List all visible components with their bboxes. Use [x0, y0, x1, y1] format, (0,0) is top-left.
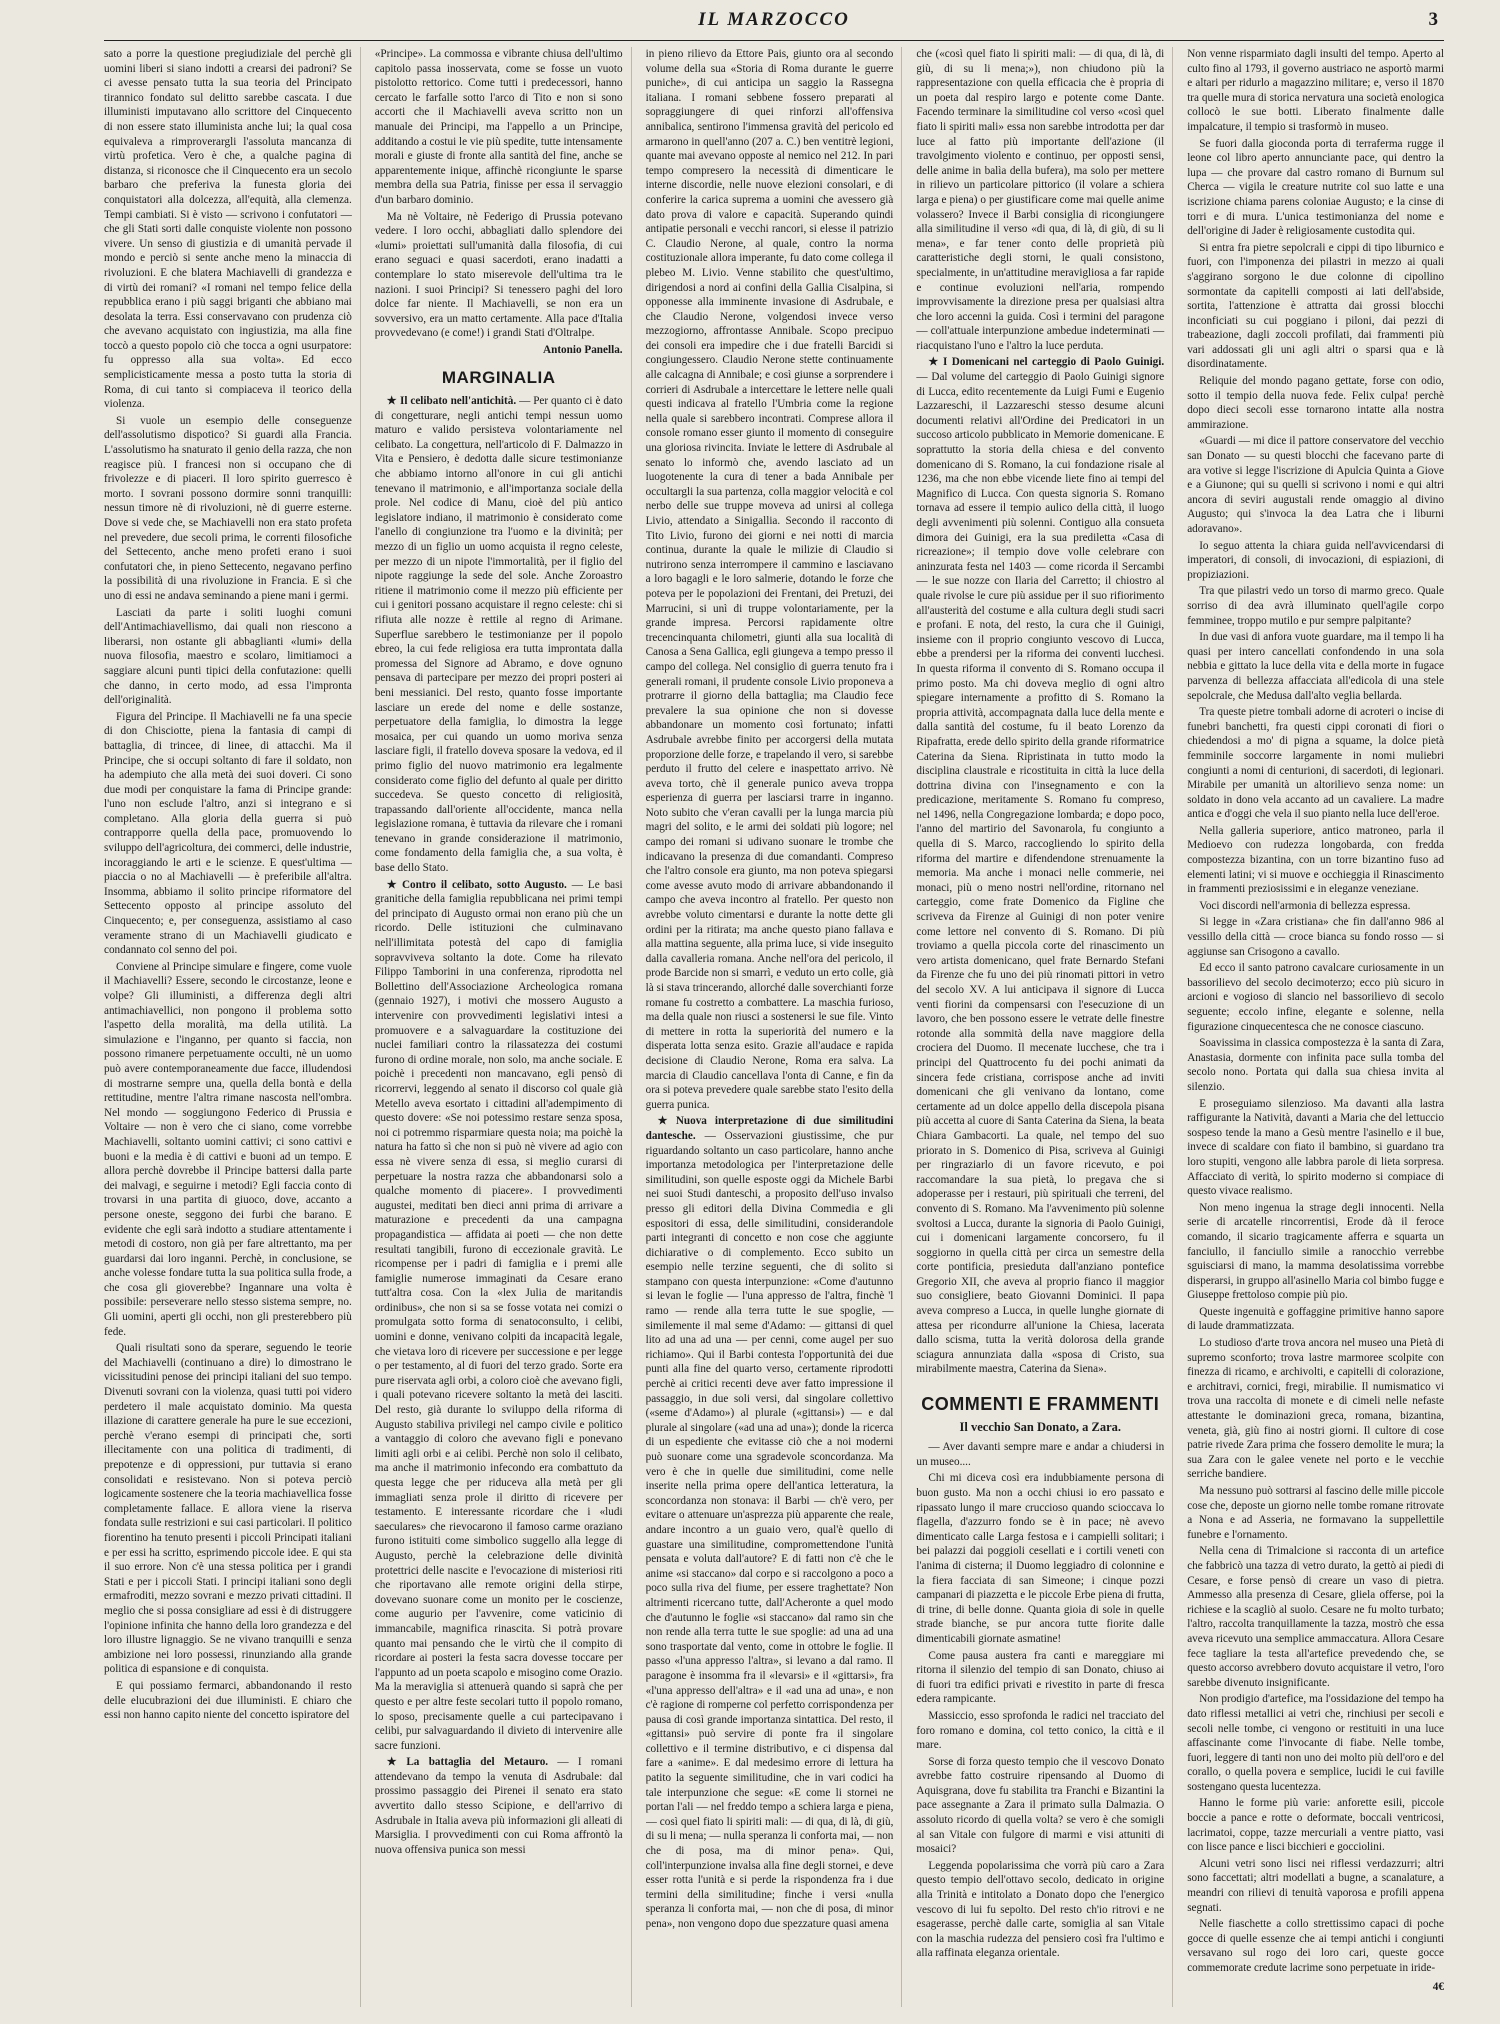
- masthead: [104, 0, 1444, 41]
- star-icon: ★: [386, 395, 397, 408]
- page-number: 3: [1428, 9, 1438, 30]
- paragraph: Tra queste pietre tombali adorne di acroteri o incise di funebri banchetti, fra questi cippi coronati di fiori o chiedendosi a mo' di pigna a squame, la dolce pietà femminile soccorre largamente in nomi muliebri congiunti a nomi di centurioni, di sacerdoti, di legionari. Mirabile per umanità un altorilievo senza nome: un soldato in dono vela accanto ad un cavaliere. La madre antica e d'oggi che vela il suo pianto nella luce dell'eroe.: [1187, 706, 1444, 821]
- paragraph: Tra que pilastri vedo un torso di marmo greco. Quale sorriso di dea avrà illuminato quell'agile corpo femminee, troppo mutilo e pur sempre palpitante?: [1187, 585, 1444, 627]
- paragraph: in pieno rilievo da Ettore Pais, giunto ora al secondo volume della sua «Storia di Roma durante le guerre puniche», di cui anticipa un saggio la Rassegna italiana. I romani sebbene fossero preparati al sopraggiungere di quei rinforzi all'offensiva annibalica, sentirono l'immensa gravità del pericolo ed armarono in quell'anno (207 a. C.) ben ventitrè legioni, quante mai avevano opposte al nemico nel 212. In pari tempo compresero la necessità di dimenticare le interne discordie, nelle nuove elezioni consolari, e di conferire la carica suprema a uomini che avessero già dato prova di valore e capacità. Superando quindi antipatie personali e vecchi rancori, si elesse il patrizio C. Claudio Nerone, al quale, contro la norma costituzionale allora imperante, fu dato come collega il plebeo M. Livio. Venne stabilito che quest'ultimo, dirigendosi a nord ai confini della Gallia Cisalpina, si opponesse alla imminente invasione di Asdrubale, e che Claudio Nerone, volgendosi invece verso mezzogiorno, affrontasse Annibale. Scopo precipuo dei consoli era impedire che i due fratelli Barcidi si congiungessero. Claudio Nerone stette continuamente alle calcagna di Annibale; e così giunse a sorprendere i corrieri di Asdrubale a intercettare le lettere nelle quali questi indicava al fratello l'Umbria come la regione nella quale si sarebbero incontrati. Comprese allora il console romano esser giunto il momento di conseguire una gloriosa rivincita. Inviate le lettere di Asdrubale al senato lo informò che, avendo lasciato ad un luogotenente la cura di tener a bada Annibale per occultargli la sua partenza, colla maggior velocità e col nerbo delle sue truppe moveva ad unirsi al collega Livio, attendato a Sinigallia. Secondo il racconto di Tito Livio, furono dei giorni e nei notti di marcia continua, durante la quale le milizie di Claudio si nutrirono senza interrompere il cammino e lasciavano a loro bagagli e le loro salmerie, dotando le forze che poteva per le popolazioni dei Frentani, dei Pretuzi, dei Marrucini, si unì di truppe volontariamente, per la grande impresa. Percorsi rapidamente oltre trecencinquanta chilometri, giunti alla sua località di Canosa a Sena Gallica, egli giungeva a tempo presso il campo del collega. Nel consiglio di guerra tenuto fra i generali romani, il prudente console Livio proponeva a protrarre il giorno della battaglia; ma Claudio fece prevalere la sua opinione che non si dovesse abbandonare un momento così fortunato; infatti Asdrubale avrebbe finito per accorgersi della mutata proporzione delle forze, e trapelando il vero, si sarebbe perduto il frutto del celere e inaspettato arrivo. Nè aveva torto, chè il generale punico aveva troppa esperienza di guerra per lasciarsi trarre in inganno. Noto subito che v'eran cavalli per la lunga marcia più magri del solito, e le armi dei soldati più logore; nel campo dei romani si udivano suonare le trombe che indicavano la presenza di due comandanti. Compreso che l'altro console era giunto, ma non poteva spiegarsi come avesse avuto modo di arrivare abbandonando il campo che aveva incontro al fratello. Per questo non avrebbe voluto cimentarsi e durante la notte dette gli ordini per la ritirata; ma anche questo piano fallava e alla mattina seguente, alla prima luce, si vide inseguito dalla cavalleria romana. Anche nell'ora del pericolo, il prode Barcide non si smarrì, e veduto un erto colle, già là si stava trincerando, allorché dalle soverchianti forze romane fu costretto a combattere. La maschia furioso, ma della quale non riusci a sostenersi le sue file. Vinto di mettere in rotta la superiorità del numero e la disperata lotta senza esito. Grazie all'audace e rapida decisione di Claudio Nerone, Roma era salva. La marcia di Claudio cancellava l'onta di Canne, e fin da ora si poteva prevedere quale sarebbe stato l'esito della guerra punica.: [645, 48, 894, 1111]
- paragraph: Figura del Principe. Il Machiavelli ne fa una specie di don Chisciotte, piena la fantasia di campi di battaglia, di trincee, di linee, di attacchi. Ma il Principe, che si occupi soltanto di fare il soldato, non ha adempiuto che alla metà dei suoi doveri. Ci sono due modi per conquistare la fama di Principe grande: l'uno non esclude l'altro, anzi si integrano e si completano. Alla gloria della guerra si può contrapporre quella della pace, promuovendo lo sviluppo dell'agricoltura, dei commerci, delle industrie, incoraggiando le arti e le scienze. E quest'ultima — piaccia o no al Machiavelli — è preferibile all'altra. Insomma, abbiamo il solito principe riformatore del Settecento opposto al principe assoluto del Cinquecento; e, per conseguenza, assistiamo al caso veramente strano di un Machiavelli giudicato e condannato col senno del poi.: [104, 710, 352, 957]
- paragraph: che («così quel fiato li spiriti mali: — di qua, di là, di giù, di su li mena;»), non chiudono più la rappresentazione con quella efficacia che è propria di un poeta dal respiro largo e potente come Dante. Facendo terminare la similitudine col verso «così quel fiato li spiriti mali» essa non sarebbe introdotta per dar luce al fatto più importante dell'azione (il travolgimento violento e continuo, per opposti sensi, delle anime in balìa della bufera), ma solo per mettere in rilievo un particolare pittorico (il volare a schiera larga e piena) o per giustificare come mai quelle anime volassero? Invece il Barbi consiglia di ricongiungere alla similitudine il verso «di qua, di là, di giù, di su li mena», e far tener conto delle proprietà più caratteristiche degli storni, le quali consistono, specialmente, in un'attitudine meravigliosa a far rapide e continue evoluzioni nell'aria, rompendo improvvisamente la direzione presa per qualsiasi altra che loro accenni la guida. Così i termini del paragone — coll'attuale interpunzione ambedue indeterminati — riacquistano l'uno e l'altro la luce perduta.: [916, 48, 1165, 352]
- star-icon: ★: [657, 1115, 673, 1128]
- paragraph: — Aver davanti sempre mare e andar a chiudersi in un museo....: [916, 1441, 1165, 1468]
- paragraph: Quali risultati sono da sperare, seguendo le teorie del Machiavelli (continuano a dire) lo dimostrano le vicissitudini penose dei principi italiani del suo tempo. Divenuti sovrani con la violenza, quasi tutti poi videro perdetero il male acquistato dominio. Ma questa illazione di carattere generale ha pure le sue eccezioni, perchè v'erano esempi di principati che, sorti illecitamente con una politica di tradimenti, di prepotenze e di oppressioni, pur tuttavia si erano consolidati e resistevano. Non si poteva perciò logicamente sostenere che la teoria machiavellica fosse completamente fallace. E allora viene la riserva fondata sulle restrizioni e sui casi particolari. Il politico fiorentino ha tenuto presenti i piccoli Principati italiani e per essi ha scritto, esprimendo piccole idee. E qui sta il suo errore. Non c'è una stessa politica per i grandi Stati e per i piccoli Stati. I principi italiani sono degli ermafroditi, mezzo sovrani e mezzo privati cittadini. Il meglio che si possa consigliare ad essi è di distruggere l'opinione infinita che hanno della loro grandezza e del loro illustre lignaggio. Se ne vivano tranquilli e senza ambizione nei loro possessi, rinunziando alla grande politica di espansione e di conquista.: [104, 1342, 352, 1676]
- column-4: [916, 47, 1173, 2007]
- paragraph: Hanno le forme più varie: anforette esili, piccole boccie a pance e rotte o deformate, boccali ventricosi, lacrimatoi, coppe, tazze mercuriali a ventre piatto, vasi con lisce pance e lisci bicchieri e gocciolini.: [1187, 1797, 1444, 1854]
- paragraph: Alcuni vetri sono lisci nei riflessi verdazzurri; altri sono faccettati; altri modellati a bugne, a scanalature, a meandri con rilievi di tenuità vaporosa e profili appena segnati.: [1187, 1857, 1444, 1914]
- star-icon: ★: [928, 356, 941, 369]
- paragraph: Se fuori dalla gioconda porta di terraferma rugge il leone col libro aperto annunciante pace, qui dentro la lupa — che provare dal castro romano di Burnum sul Cherca — vigila le creature nutrite col suo latte e una iscrizione chiama parens coloniae Augusto; e la cinse di torri e di mura. L'unica testimonianza del nome e dell'origine di Jader è religiosamente custodita qui.: [1187, 137, 1444, 238]
- paragraph: Ma nessuno può sottrarsi al fascino delle mille piccole cose che, deposte un giorno nelle tombe romane ritrovate a Nona e ad Asseria, ne formavano la suppellettile funebre e l'ornamento.: [1187, 1485, 1444, 1541]
- column-2: [375, 47, 632, 2007]
- paragraph: Si legge in «Zara cristiana» che fin dall'anno 986 al vessillo della città — croce bianca su fondo rosso — si aggiunse san Crisogono a cavallo.: [1187, 916, 1444, 958]
- column-1: [104, 47, 361, 2007]
- paragraph: Non meno ingenua la strage degli innocenti. Nella serie di arcatelle rincorrentisi, Erode dà il feroce comando, il sicario tragicamente afferra e squarta un fanciullo, il fanciullo simile a ranocchio verrebbe sguisciarsi di mano, la mamma desolatissima vorrebbe disperarsi, in gruppo all'asinello Maria col bimbo fugge e Giuseppe frettoloso compie più pio.: [1187, 1201, 1444, 1302]
- paragraph: Queste ingenuità e goffaggine primitive hanno sapore di laude drammatizzata.: [1187, 1305, 1444, 1333]
- star-icon: ★: [386, 1756, 404, 1769]
- item-title: ★ La battaglia del Metauro.: [386, 1756, 549, 1769]
- paragraph: Ed ecco il santo patrono cavalcare curiosamente in un bassorilievo del secolo decimoterzo; ecco più sicuro in arcioni e vogioso di slancio nel bassorilievo di secolo seguente; eccolo infine, elegante e solenne, nella figurazione cinquecentesca che ne conosce ciascuno.: [1187, 962, 1444, 1033]
- marginalia-item: ★ Nuova interpretazione di due similitudini dantesche. — Osservazioni giustissime, che pur riguardando soltanto un caso particolare, hanno anche importanza metodologica per l'interpretazione delle similitudini, son quelle esposte oggi da Michele Barbi nei suoi Studi danteschi, a proposito dell'uso invalso presso gli editori della Divina Commedia e gli espositori di essa, delle similitudini, considerandole parti integranti di concetto e non cose che aggiunte dichiarative o di complemento. Ecco subito un esempio nelle terzine seguenti, che di solito si stampano con questa interpunzione: «Come d'autunno si levan le foglie — l'una appresso de l'altra, finchè 'l ramo — rende alla terra tutte le sue spoglie, — similemente il mal seme d'Adamo: — gittansi di quel lito ad una ad una — per cenni, come augel per suo richiamo». Qui il Barbi contesta l'opportunità dei due punti alla fine del quarto verso, certamente riprodotti perchè ai critici recenti deve aver fatto impressione il passaggio, in due soli versi, dal singolare collettivo («seme d'Adamo») al plurale («gittansi») — e dal plurale al singolare («ad una ad una»); donde la ricerca di un espediente che evitasse ciò che a noi moderni può suonare come una sgradevole sconcordanza. Ma vero è che in quelle due similitudini, come nelle inserite nella prima opere dell'antica letteratura, la sconcordanza non stonava: il Barbi — ch'è vero, per evitare o attenuare un'asprezza più apparente che reale, andare incontro a un guaio vero, qual'è quello di guastare una similitudine, compromettendone l'unità pensata e voluta dall'autore? E di fatti non c'è che le anime «si staccano» dal corpo e si raccolgono a poco a poco sulla riva del fiume, per essere traghettate? Non altrimenti ricercano tutte, dall'Acheronte a quel modo che d'autunno le foglie «si staccano» dal ramo sin che non rende alla terra tutte le sue spoglie: ad una ad una sono trasportate dal vento, come in ottobre le foglie. Il passo «l'una appresso l'altra», si levano a dal ramo. Il paragone è insomma fra il «levarsi» e il «gittarsi», fra «l'una appresso dell'altra» e il «ad una ad una», e non c'è ragione di romperne col perfetto corrispondenza per pausa di così grande importanza sintattica. Del resto, il «gittansi» può servire di ponte fra il singolare collettivo e il termine distributivo, e ci dispensa dal fare a «anime». E dal medesimo errore di lettura ha patito la seguente similitudine, che in vari codici ha tale interpunzione che segue: «E come li stornei ne portan l'ali — nel freddo tempo a schiera larga e piena, — così quel fiato li spiriti mali: — di qua, di là, di giù, di su li mena; — nulla speranza li conforta mai, — non che di posa, ma di minor pena». Qui, coll'interpunzione invalsa alla fine degli stornei, e deve esser rotta l'unità e si perde la rispondenza fra i due termini della similitudine; finche i versi «nulla speranza li conforta mai, — non che di posa, di minor pena», non vengono dopo due spezzature quasi amena: [645, 1115, 894, 1930]
- paragraph: Io seguo attenta la chiara guida nell'avvicendarsi di imperatori, di consoli, di invocazioni, di espiazioni, di propiziazioni.: [1187, 539, 1444, 581]
- marginalia-item: ★ La battaglia del Metauro. — I romani attendevano da tempo la venuta di Asdrubale: dal prossimo passaggio dei Pirenei il senato era stato avvertito dallo stesso Scipione, e dell'arrivo di Asdrubale in Italia aveva più informazioni gli alleati di Marsiglia. I provvedimenti con cui Roma affrontò la nuova offensiva punica son messi: [374, 1756, 623, 1856]
- paragraph: E proseguiamo silenzioso. Ma davanti alla lastra raffigurante la Natività, davanti a Maria che del lettuccio sospeso tende la mano a Gesù mentre l'asinello e il bue, invece di scaldare con fiato il bambino, si guardano tra loro stupiti, vengono alle labbra parole di lieta sorpresa. Affacciato di verità, lo spirito moderno si compiace di questo vivace realismo.: [1187, 1097, 1444, 1198]
- paragraph: Leggenda popolarissima che vorrà più caro a Zara questo tempio dell'ottavo secolo, dedicato in origine alla Trinità e intitolato a Donato dopo che l'energico vescovo di lui fu sepolto. Del resto ch'io ritrovi e ne esagerasse, perchè dalle carte, somiglia al san Vitale con la maschia rudezza del pensiero così fra l'ultimo e alla raffinata eleganza orientale.: [916, 1859, 1165, 1960]
- star-icon: ★: [386, 878, 399, 891]
- item-title: ★ I Domenicani nel carteggio di Paolo Guinigi.: [928, 356, 1165, 369]
- paragraph: Voci discordi nell'armonia di bellezza espressa.: [1199, 899, 1411, 912]
- paragraph: In due vasi di anfora vuote guardare, ma il tempo li ha quasi per intero cancellati confondendo in una sola nebbia e gittato la luce della vita e della morte in fugace parvenza di bellezza affacciata all'edicola di una stele sepolcrale, che Medusa dall'alto veglia bellarda.: [1187, 631, 1444, 702]
- newspaper-title: IL MARZOCCO: [698, 9, 850, 30]
- paragraph: Come pausa austera fra canti e mareggiare mi ritorna il silenzio del tempio di san Donato, chiuso ai di fuori tra edifici privati e rivestito in parte di fresca edera rampicante.: [916, 1649, 1165, 1706]
- paragraph: Nella cena di Trimalcione si racconta di un artefice che fabbricò una tazza di vetro durato, la gettò ai piedi di Cesare, e forse pensò di creare un vaso di pietra. Ammesso alla presenza di Cesare, gliela offerse, poi la richiese e la scagliò al suolo. Cesare ne fu molto turbato; l'altro, raccolta tranquillamente la tazza, mostrò che essa aveva ricevuto una semplice ammaccatura. Allora Cesare fece tagliare la testa all'artefice prevedendo che, se questo accorso avrebbero dovuto acquistare il vetro, l'oro sarebbe divenuto insignificante.: [1187, 1545, 1444, 1689]
- paragraph: «Principe». La commossa e vibrante chiusa dell'ultimo capitolo passa inosservata, come se fosse un vuoto pistolotto rettorico. Come tutti i predecessori, hanno cercato le farfalle sotto l'arco di Tito e non si sono accorti che il Machiavelli aveva scritto non un manuale dei Principi, ma l'appello a un Principe, additando a costui le vie più spedite, tutte intensamente morali e giuste di fronte alla santità del fine, anche se apparentemente inique, affinchè ricongiunte le sparse membra della sua Patria, finisse per essa il servaggio d'un barbaro dominio.: [374, 48, 623, 206]
- marginalia-item: ★ Contro il celibato, sotto Augusto. — Le basi granitiche della famiglia repubblicana nei primi tempi del principato di Augusto ormai non erano più che un ricordo. Delle istituzioni che culminavano nell'illimitata potestà del capo di famiglia sopravviveva soltanto la dote. Come ha rilevato Filippo Tamborini in una conferenza, riprodotta nel Bollettino dell'Associazione Archeologica romana (gennaio 1927), i motivi che mossero Augusto a intervenire con provvedimenti legislativi intesi a promuovere e a salvaguardare la costituzione dei nuclei familiari contro la rilassatezza dei costumi furono di ordine morale, non solo, ma anche sociale. E poichè i precedenti non mancavano, egli pensò di ricorrervi, leggendo al senato il discorso col quale già Metello aveva esortato i cittadini all'adempimento di questo dovere: «Se noi potessimo restare senza sposa, noi ci potremmo risparmiare questa noia; ma poichè la natura ha fatto sì che non si può nè vivere ad agio con essa nè vivere senza di essa, si meglio curarsi di perpetuare la nostra razza che abbandonarsi solo a qualche momento di piacere». I provvedimenti augustei, meditati ben dieci anni prima di arrivare a maturazione e precedenti da una campagna propagandistica — affidata ai poeti — che non dette resultati tangibili, furono di eccezionale gravità. Le ricompense per i padri di famiglia e i premi alle famiglie numerose immaginati da Cesare erano tutt'altra cosa. Con la «lex Julia de maritandis ordinibus», che non si sa se fosse votata nei comizi o promulgata sotto forma di senatoconsulto, i celibi, uomini e donne, venivano colpiti da incapacità legale, che vietava loro di ricevere per successione e per legge o per testamento, al di fuori del terzo grado. Sorte era pure riservata agli orbi, a coloro cioè che avevano figli, i quali potevano ricevere soltanto la metà dei lasciti. Del resto, già durante lo sviluppo della riforma di Augusto stabiliva privilegi nel campo civile e politico a vantaggio di coloro che avevano figli e ponevano limiti agli orbi e ai celibi. Perchè non solo il celibato, ma anche il matrimonio infecondo era combattuto da questa legge che per riduceva alla metà per gli immagliati senza prole il diritto di ricevere per testamento. E interessante ricordare che i «ludi saeculares» che rievocarono il famoso carme oraziano furono istituiti come simbolico suggello alla legge di Augusto, perchè la celebrazione delle divinità protettrici delle nascite e l'evocazione di misteriosi riti che riportavano alle remote origini della stirpe, dovevano suonare come un monito per le coscienze, come augurio per l'avvenire, come vaticinio di immancabile, magnifica rinascita. Si potrà provare quanto mai pensando che le virtù che il compito di ricordare ai posteri la festa sacra dovesse toccare per l'appunto ad un poeta scapolo e misogino come Orazio. Ma la meraviglia si attenuerà quando si saprà che per questo e per altre feste secolari tutto il popolo romano, lo sposo, precisamente quelle a cui partecipavano i celibi, pur salvaguardando il divieto di intervenire alle sacre funzioni.: [374, 878, 623, 1752]
- author-signature: Antonio Panella.: [543, 343, 623, 356]
- paragraph: Lasciati da parte i soliti luoghi comuni dell'Antimachiavellismo, dai quali non riescono a liberarsi, non ostante gli abbaglianti «lumi» della nuova filosofia, maestro e scolaro, limitiamoci a saggiare alcuni punti tipici della confutazione: quelli che danno, in certo modo, ad essa l'impronta dell'originalità.: [104, 606, 352, 707]
- article-subtitle: Il vecchio San Donato, a Zara.: [959, 1419, 1122, 1434]
- marginalia-item: ★ I Domenicani nel carteggio di Paolo Guinigi. — Dal volume del carteggio di Paolo Guinigi signore di Lucca, edito recentemente da Luigi Fumi e Eugenio Lazzareschi, il Lazzareschi stesso desume alcuni documenti relativi all'Ordine dei Predicatori in un succoso articolo pubblicato in Memorie domenicane. E soprattutto la storia della chiesa e del convento domenicano di S. Romano, la cui fondazione risale al 1236, ma che non ebbe vicende liete fino ai tempi del Magnifico di Lucca. Con questa signoria S. Romano tornava ad essere il tempio aulico della città, il luogo degli avvenimenti più solenni. Contiguo alla consueta dimora dei Guinigi, era la sua prediletta «Casa di ricreazione»; il tempio dove volle celebrare con aninzurata festa nel 1403 — come ricorda il Sercambi — le sue nozze con Ilaria del Carretto; il chiostro al quale rivolse le cure più assidue per il suo rifiorimento all'austerità del costume e alla cultura degli studi sacri e profani. E nota, del resto, la cura che il Guinigi, insieme con il proprio congiunto vescovo di Lucca, ebbe a prendersi per la riforma dei conventi lucchesi. In questa riforma il convento di S. Romano occupa il primo posto. Ma chi doveva meglio di ogni altro spiegare internamente a profitto di S. Romano la propria attività, accompagnata dalla luce della mente e dalla santità del costume, fu il beato Lorenzo da Ripafratta, erede dello spirito della grande riformatrice Caterina da Siena. Ripristinata in tutto modo la disciplina claustrale e ricostituita in città la luce della dottrina divina con l'insegnamento e con la predicazione, meritamente S. Romano fu compreso, nel 1496, nella Congregazione lombarda; e dopo poco, l'anno del martirio del Savonarola, fu congiunto a quella di S. Marco, raccogliendo lo spirito della riforma del martire e difendendone strenuamente la memoria. Ma anche i monaci nelle commerie, nei monaci, più o meno nostri nell'ordine, ritornano nel carteggio, come frate Domenico da Figline che scriveva da Firenze al Guinigi di non poter venire come lettore nel convento di S. Romano. Di più troviamo a quella piccola corte del rinascimento un vero artista domenicano, quel frate Bernardo Stefani da Firenze che fu uno dei più rinomati pittori in vetro del secolo XV. A lui anticipava il signore di Lucca venti fiorini da compensarsi con l'esecuzione di un lavoro, che ben possono essere le vetrate delle finestre rotonde alla sommità della nave maggiore della crociera del Duomo. Il mecenate lucchese, che tra i principi del Quattrocento fu dei pochi animati da sincera fede cristiana, corrispose anche ad inviti domenicani che gli venivano da lontano, come certamente ad un dolce appello della discepola pisana più accetta al cuore di Santa Caterina da Siena, la beata Chiara Gambacorti. La quale, nel tempo del suo priorato in S. Domenico di Pisa, scriveva al Guinigi per ringraziarlo di un favore ricevuto, e poi raccomandare la sua pietà, lo pregava che si adoperasse per i restauri, più spirituali che terreni, del convento di S. Romano. Ma l'avvenimento più solenne svoltosi a Lucca, durante la signoria di Paolo Guinigi, cui i domenicani largamente concorsero, fu il soggiorno in quella città per circa un semestre della corte pontificia, presieduta dall'anziano pontefice Gregorio XII, che aveva al proprio fianco il maggior suo consigliere, beato Giovanni Dominici. Il papa aveva compreso a Lucca, in quelle lunghe giornate di attesa per ricondurre all'unione la Chiesa, lacerata dallo scisma, tutta la verità dolorosa della grande sciagura annunziata dalla «sposa di Cristo, sua mirabilmente maestra, Caterina da Siena».: [916, 356, 1165, 1376]
- paragraph: Si entra fra pietre sepolcrali e cippi di tipo liburnico e fuori, con l'imponenza dei pilastri in mezzo ai quali s'aggirano sorgono le due colonne di cipollino sormontate da capitelli composti ai lati dell'abside, sortita, l'attenzione è attratta dai grossi blocchi inconficiati su cui poggiano i piloni, dai pezzi di trabeazione, dagli zoccoli profilati, dai frammenti più vari addossati gli uni agli altri o sparsi qua e là disordinatamente.: [1187, 241, 1444, 371]
- continuation-mark: 4€: [1432, 1980, 1444, 1993]
- paragraph: Nelle fiaschette a collo strettissimo capaci di poche gocce di quelle essenze che ai tempi antichi i congiunti versavano sul rogo dei loro cari, queste gocce commemorate credute lacrime sono perpetuate in iride-: [1187, 1918, 1444, 1974]
- section-heading-commenti: COMMENTI E FRAMMENTI: [921, 1394, 1160, 1415]
- paragraph: Conviene al Principe simulare e fingere, come vuole il Machiavelli? Essere, secondo le circostanze, leone e volpe? Gli illuministi, a differenza degli altri antimachiavellici, non pongono il problema sotto l'aspetto della moralità, ma della utilità. La simulazione e l'inganno, per quanto si faccia, non possono rimanere perpetuamente occulti, nè un uomo può avere contemporaneamente due facce, illudendosi di mostrarne sempre una, quella della bontà e della rettitudine, mentre l'altra rimane nascosta nell'ombra. Nel mondo — soggiungono Federico di Prussia e Voltaire — non è vero che ci siano, come vorrebbe Machiavelli, soltanto uomini cattivi; ci sono cattivi e buoni e la media è di cattivi e buoni ad un tempo. E allora perchè dovrebbe il Principe battersi dalla parte dei malvagi, e seguirne i metodi? Egli faccia conto di trovarsi in una partita di giuoco, dove, accanto a persone oneste, seggono dei furbi che barano. E evidente che egli sarà indotto a studiare attentamente i metodi di costoro, non già per fare altrettanto, ma per guardarsi dai loro inganni. Perchè, in conclusione, se anche volesse fondare tutta la sua politica sulla frode, a che cosa gli gioverebbe? Ingannare una volta è possibile: perseverare nello stesso sistema sempre, no. Gli uomini, aperti gli occhi, non gli presterebbero più fede.: [104, 960, 352, 1338]
- paragraph: «Guardi — mi dice il pattore conservatore del vecchio san Donato — su questi blocchi che facevano parte di ara votive si legge l'iscrizione di Apulcia Quinta a Giove e a Giunone; qui su quelli si scrivono i nomi e qui altri ancora di seviri augustali rende omaggio al divino Augusto; qui s'invoca la dea Latra che i liburni adoravano».: [1187, 435, 1444, 535]
- paragraph: Non prodigio d'artefice, ma l'ossidazione del tempo ha dato riflessi metallici ai vetri che, rinchiusi per secoli e secoli nelle tombe, ci vengono or restituiti in una luce affascinante come l'invocante di fiabe. Nelle tombe, fuori, leggere di tanti non uno dei molto più dell'oro e del corallo, o quella povera e semplice, lucidi le cui faville sostengano questa lucentezza.: [1187, 1693, 1444, 1793]
- paragraph: Soavissima in classica compostezza è la santa di Zara, Anastasia, dormente con infinita pace sulla tomba del secolo nono. Portata qui dalla sua chiesa invita al silenzio.: [1187, 1037, 1444, 1093]
- article-columns: [104, 41, 1444, 2007]
- column-3: [646, 47, 903, 2007]
- paragraph: Si vuole un esempio delle conseguenze dell'assolutismo dispotico? Si guardi alla Francia. L'assolutismo ha snaturato il genio della razza, che non reagisce più. I francesi non si occupano che di frivolezze e di piaceri. Il loro spirito guerresco è morto. I sovrani possono dormire sonni tranquilli: nessun timore nè di rivoluzioni, nè di guerre esterne. Dove si vede che, se Machiavelli non era stato profeta nel prevedere, due secoli prima, le correnti filosofiche del Settecento, anche meno profeti erano i suoi confutatori che, in pieno Settecento, negavano perfino la possibilità di una rivoluzione in Francia. E sì che uno di essi ne andava seminando a piene mani i germi.: [104, 414, 352, 602]
- item-title: ★ Il celibato nell'antichità.: [386, 395, 517, 408]
- paragraph: sato a porre la questione pregiudiziale del perchè gli uomini liberi si siano indotti a crearsi dei padroni? Se ci avesse pensato tutta la sua teoria del Principato tirannico fondato sul delitto sarebbe cascata. I due illuministi imputavano allo scrittore del Cinquecento di non essere stato illuminista anche lui; la qual cosa equivaleva a rimproverargli l'assoluta mancanza di virtù profetica. Vero è che, a qualche pagina di distanza, si riconosce che il Cinquecento era un secolo barbaro che preferiva la funesta gloria dei conquistatori alla dolcezza, all'equità, alla clemenza. Tempi cambiati. Si è visto — scrivono i confutatori — che gli Stati sorti dalle conquiste violente non possono vivere. Un senso di giustizia e di umanità pervade il mondo e perciò si sente anche meno la minaccia di rivoluzioni. E che blatera Machiavelli di grandezza e di virtù dei romani? «I romani nel tempo felice della repubblica erano i più saggi briganti che abbiano mai desolata la terra. Essi conservavano con prudenza ciò che avevano acquistato con ingiustizia, ma alla fine toccò a questo popolo ciò che tocca a ogni usurpatore: fu oppresso alla sua volta». Ed ecco semplicisticamente messa a posto tutta la storia di Roma, di cui tanto si compiaceva il teorico della violenza.: [104, 48, 352, 411]
- paragraph: Reliquie del mondo pagano gettate, forse con odio, sotto il tempio della nuova fede. Felix culpa! perchè dopo dieci secoli esse tornarono intatte alla nostra ammirazione.: [1187, 375, 1444, 431]
- paragraph: Non venne risparmiato dagli insulti del tempo. Aperto al culto fino al 1793, il governo austriaco ne asportò marmi e altari per ridurlo a magazzino militare; e, verso il 1870 tra quelle mura di storica nervatura una società enologica collocò le sue botti. Liberato finalmente dalle impalcature, il tempio si trasformò in museo.: [1187, 48, 1444, 133]
- paragraph: Lo studioso d'arte trova ancora nel museo una Pietà di supremo sconforto; trova lastre marmoree scolpite con finezza di ricamo, e archivolti, e capitelli di colorazione, e architravi, cornici, fregi, mirabilie. Il numismatico vi trova una raccolta di monete e di cimeli nelle nefaste attestante le dominazioni greca, romana, bizantina, veneta, già, giù fino ai nostri giorni. Il cultore di cose patrie rivede Zara prima che fossero demolite le mura; la sua Zara con le galee venete nel porto e le vecchie serriche bandiere.: [1187, 1337, 1444, 1481]
- item-title: ★ Nuova interpretazione di due similitudini dantesche.: [645, 1115, 894, 1142]
- paragraph: Ma nè Voltaire, nè Federigo di Prussia potevano vedere. I loro occhi, abbagliati dallo splendore dei «lumi» proiettati sull'umanità dalla filosofia, di cui erano seguaci e quasi sacerdoti, erano inadatti a contemplare lo stato miserevole dell'ultima tra le nazioni. I suoi Principi? Si tenessero paghi del loro dolce far niente. Il Machiavelli, se non era un sovversivo, era un matto certamente. Alla pace d'Italia provvedevano (e come!) i grandi Stati d'Oltralpe.: [374, 210, 623, 340]
- marginalia-item: ★ Il celibato nell'antichità. — Per quanto ci è dato di congetturare, negli antichi tempi nessun uomo maturo e valido persisteva volontariamente nel celibato. La congettura, nell'articolo di F. Dalmazzo in Vita e Pensiero, è dedotta dalle sicure testimonianze che abbiamo intorno all'onore in cui gli antichi tenevano il matrimonio, e all'importanza sociale della prole. Nel codice di Manu, cioè del più antico legislatore indiano, il matrimonio è considerato come l'anello di congiunzione tra l'uomo e la divinità; per mezzo di un figlio un uomo acquista il regno celeste, per mezzo di un nipote l'immortalità, per il figlio del nipote raggiunge la sede del sole. Anche Zoroastro ritiene il matrimonio come il mezzo più efficiente per cui i genitori possano acquistare il regno celeste: chi si rifiuta alle nozze è rettile al regno di Arimane. Superflue sarebbero le testimonianze per il popolo ebreo, la cui fede religiosa era tutta improntata dalla promessa del Signore ad Abramo, e dove ognuno pensava di partecipare per mezzo dei propri posteri ai beni messianici. Del resto, quanto fosse importante lasciare un erede del nome e delle sostanze, perpetuatore della famiglia, lo dimostra la legge mosaica, per cui quando un uomo moriva senza lasciare figli, il fratello doveva sposare la vedova, ed il primo figlio del nuovo matrimonio era legalmente considerato come figlio del defunto al quale per diritto succedeva. Se questo concetto di religiosità, trapassando dall'oriente all'occidente, manca nella legislazione romana, è tuttavia da rilevare che i romani tenevano in grande considerazione il matrimonio, come fondamento della famiglia che, a sua volta, è base dello Stato.: [374, 395, 623, 875]
- section-heading-marginalia: MARGINALIA: [441, 368, 556, 388]
- paragraph: Massiccio, esso sprofonda le radici nel tracciato del foro romano e domina, col tetto conico, la città e il mare.: [916, 1709, 1165, 1752]
- paragraph: Nella galleria superiore, antico matroneo, parla il Medioevo con rudezza longobarda, con fredda compostezza bizantina, con un torre bizantino fuso ad elementi latini; vi si muove e occhieggia il Rinascimento in frammenti preziosissimi e in eleganze veneziane.: [1187, 824, 1444, 896]
- paragraph: E qui possiamo fermarci, abbandonando il resto delle elucubrazioni dei due illuministi. E chiaro che essi non hanno capito niente del concetto ispiratore del: [104, 1679, 352, 1722]
- paragraph: Sorse di forza questo tempio che il vescovo Donato avrebbe fatto costruire ripensando al Duomo di Aquisgrana, dove fu stabilita tra Franchi e Bizantini la pace assegnante a Zara il primato sulla Dalmazia. O assoluto ricordo di quella volta? se vero è che somigli al san Vitale con fulgore di marmi e visi attuniti di mosaici?: [916, 1755, 1165, 1856]
- paragraph: Chi mi diceva così era indubbiamente persona di buon gusto. Ma non a occhi chiusi io ero passato e ripassato lungo il mare cruccioso quando scioccava lo flagella, d'azzurro fondo se è in pace; nè avevo dimenticato calle Larga festosa e i campielli solitari; i bei palazzi dai poggioli cesellati e i cortili veneti con l'anima di cisterna; il Duomo leggiadro di colonnine e la fiera facciata di san Simeone; i cinque pozzi campanari di piazzetta e le piccole Erbe piena di frutta, di trine, di belle donne. Quanta gioia di sole in quelle strade bianche, se pur ancora tutte fiorite dalle dimenticabili giornate asmatine!: [916, 1472, 1165, 1645]
- column-5: [1187, 47, 1444, 2007]
- item-title: ★ Contro il celibato, sotto Augusto.: [386, 878, 567, 891]
